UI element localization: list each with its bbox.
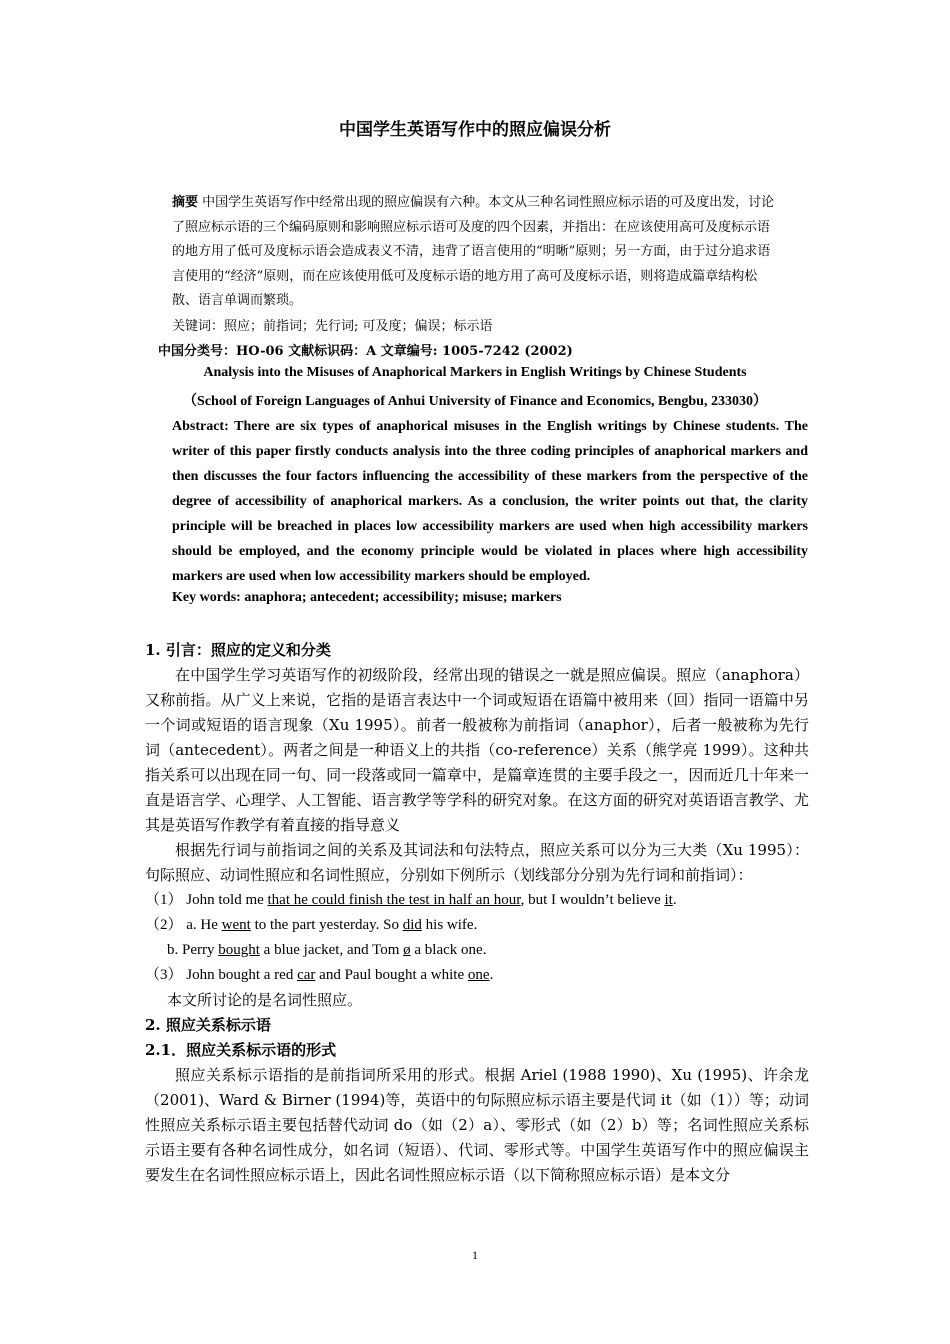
antecedent: bought	[218, 942, 260, 958]
body-text	[145, 638, 809, 1188]
example-1	[145, 888, 809, 913]
example-text: a black one.	[410, 942, 487, 958]
example-text: b. Perry	[167, 942, 219, 958]
antecedent: went	[221, 917, 251, 933]
section-2-1-heading: 2.1．照应关系标示语的形式	[145, 1041, 337, 1059]
section-2-heading: 2. 照应关系标示语	[145, 1016, 271, 1034]
example-text: and Paul bought a white	[315, 967, 468, 983]
paragraph: 照应关系标示语指的是前指词所采用的形式。根据 Ariel (1988 1990)、Xu (1995)、许余龙（2001)、Ward & Birner (1994)等，英语中的句际照应标示语主要是代词 it（如（1））等；动词性照应关系标示语主要包括替代动词 do（如（2）a）、零形式（如（2）b）等；名词性照应关系标示语主要有各种名词性成分，如名词（短语）、代词、零形式等。中国学生英语写作中的照应偏误主要发生在名词性照应标示语上，因此名词性照应标示语（以下简称照应标示语）是本文分	[145, 1066, 809, 1184]
antecedent: car	[297, 967, 316, 983]
page-number: 1	[472, 1248, 478, 1262]
anaphor: it	[664, 892, 673, 908]
example-text: a blue jacket, and Tom	[259, 942, 404, 958]
example-text: a. He	[182, 917, 222, 933]
example-number: （1）	[145, 892, 183, 908]
paper-title: 中国学生英语写作中的照应偏误分析	[339, 120, 611, 140]
english-keywords: Key words: anaphora; antecedent; accessibility; misuse; markers	[172, 590, 562, 605]
antecedent: that he could finish the test in half an hour	[267, 892, 521, 908]
section-1-heading: 1. 引言：照应的定义和分类	[145, 641, 331, 659]
example-text: .	[672, 892, 677, 908]
anaphor: one	[467, 967, 490, 983]
example-number: （2）	[145, 917, 183, 933]
example-2b	[145, 938, 809, 963]
anaphor: did	[402, 917, 422, 933]
english-abstract: Abstract: There are six types of anaphorical misuses in the English writings by Chinese students. The writer of this paper firstly conducts analysis into the three coding principles of anaphorical markers and then discusses the four factors influencing the accessibility of these markers from the perspective of the degree of accessibility of anaphorical markers. As a conclusion, the writer points out that, the clarity principle will be breached in places low accessibility markers are used when high accessibility markers should be employed, and the economy principle would be violated in places where high accessibility markers are used when low accessibility markers should be employed.	[172, 419, 808, 584]
abstract-label: 摘要	[172, 195, 199, 210]
classification-line: 中国分类号：HO-06 文献标识码：A 文章编号: 1005-7242 (2002)	[158, 344, 573, 359]
example-2a	[145, 913, 809, 938]
abstract-text: 中国学生英语写作中经常出现的照应偏误有六种。本文从三种名词性照应标示语的可及度出发，讨论了照应标示语的三个编码原则和影响照应标示语可及度的四个因素，并指出：在应该使用高可及度标示语的地方用了低可及度标示语会造成表义不清，违背了语言使用的“明晰”原则；另一方面，由于过分追求语言使用的“经济”原则，而在应该使用低可及度标示语的地方用了高可及度标示语，则将造成篇章结构松散、语言单调而繁琐。	[172, 195, 775, 309]
example-text: his wife.	[421, 917, 478, 933]
example-text: .	[489, 967, 494, 983]
example-text: , but I wouldn’t believe	[520, 892, 665, 908]
example-3	[145, 963, 809, 988]
example-text: John told me	[182, 892, 268, 908]
example-text: to the part yesterday. So	[250, 917, 403, 933]
paragraph: 在中国学生学习英语写作的初级阶段，经常出现的错误之一就是照应偏误。照应（anaphora）又称前指。从广义上来说，它指的是语言表达中一个词或短语在语篇中被用来（回）指同一语篇中另一个词或短语的语言现象（Xu 1995）。前者一般被称为前指词（anaphor），后者一般被称为先行词（antecedent）。两者之间是一种语义上的共指（co-reference）关系（熊学亮 1999）。这种共指关系可以出现在同一句、同一段落或同一篇章中，是篇章连贯的主要手段之一，因而近几十年来一直是语言学、心理学、人工智能、语言教学等学科的研究对象。在这方面的研究对英语语言教学、尤其是英语写作教学有着直接的指导意义	[145, 666, 809, 834]
english-affiliation: （School of Foreign Languages of Anhui University of Finance and Economics, Bengbu, 233030）	[183, 394, 767, 409]
paragraph: 根据先行词与前指词之间的关系及其词法和句法特点，照应关系可以分为三大类（Xu 1995）：句际照应、动词性照应和名词性照应，分别如下例所示（划线部分分别为先行词和前指词）：	[145, 841, 809, 884]
chinese-keywords: 关键词：照应；前指词；先行词; 可及度；偏误；标示语	[172, 319, 493, 334]
note: 本文所讨论的是名词性照应。	[167, 991, 363, 1009]
anaphor: ø	[403, 942, 411, 958]
english-title: Analysis into the Misuses of Anaphorical Markers in English Writings by Chinese Students	[203, 365, 747, 380]
example-number: （3）	[145, 967, 183, 983]
chinese-abstract	[172, 191, 782, 314]
example-text: John bought a red	[182, 967, 298, 983]
